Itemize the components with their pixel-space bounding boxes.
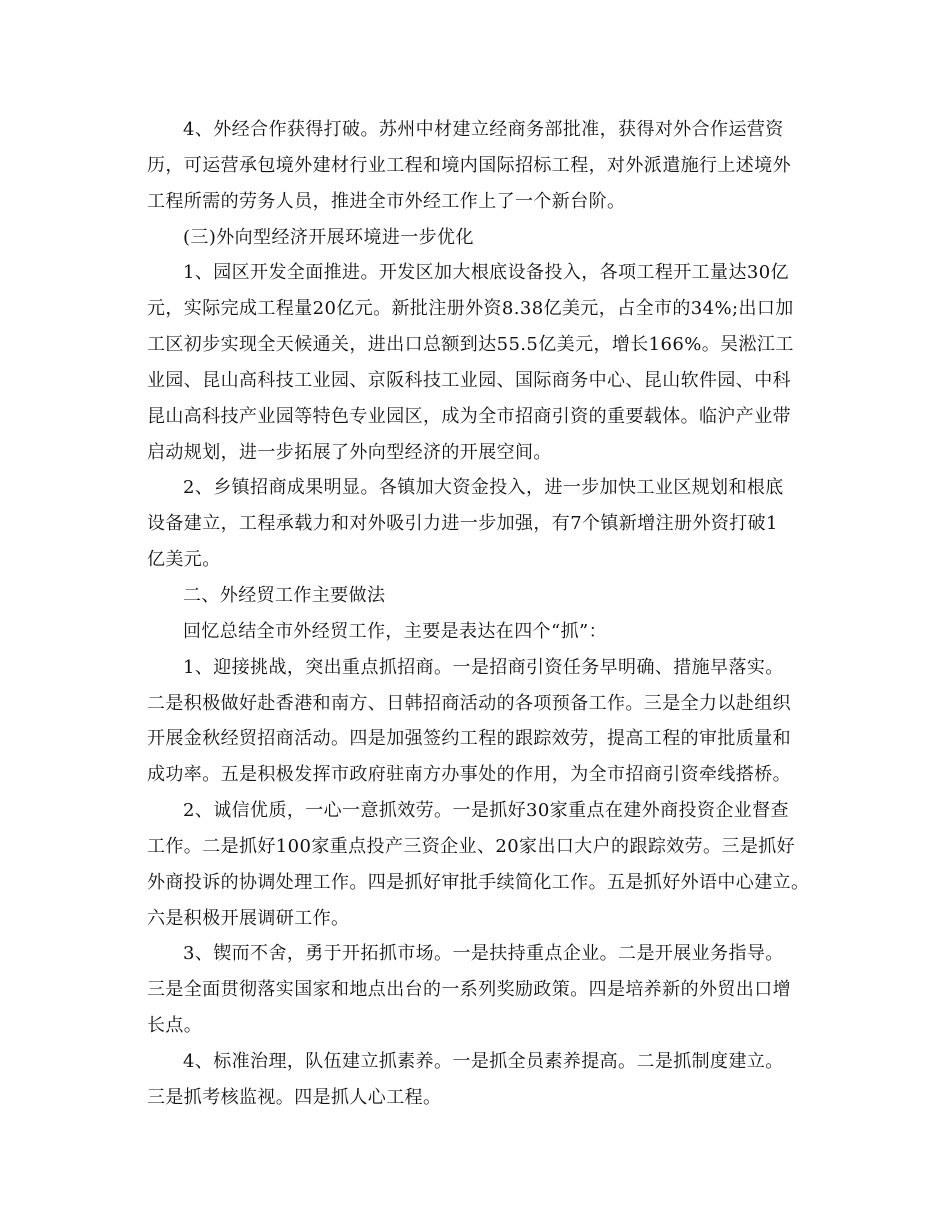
text-line: 3、锲而不舍，勇于开拓抓市场。一是扶持重点企业。二是开展业务指导。 bbox=[183, 943, 784, 965]
text-line: 长点。 bbox=[147, 1015, 203, 1037]
text-line: 启动规划，进一步拓展了外向型经济的开展空间。 bbox=[147, 441, 552, 463]
paragraph-team-building bbox=[147, 1044, 827, 1116]
text-line: 2、乡镇招商成果明显。各镇加大资金投入，进一步加快工业区规划和根底 bbox=[183, 477, 784, 499]
text-line: 历，可运营承包境外建材行业工程和境内国际招标工程，对外派遣施行上述境外 bbox=[147, 154, 791, 176]
text-line: 外商投诉的协调处理工作。四是抓好审批手续简化工作。五是抓好外语中心建立。 bbox=[147, 871, 810, 893]
paragraph-foreign-cooperation bbox=[147, 112, 827, 220]
text-line: 设备建立，工程承载力和对外吸引力进一步加强，有7个镇新增注册外资打破1 bbox=[147, 513, 778, 535]
text-line: 1、迎接挑战，突出重点抓招商。一是招商引资任务早明确、措施早落实。 bbox=[183, 656, 784, 678]
text-line: 昆山高科技产业园等特色专业园区，成为全市招商引资的重要载体。临沪产业带 bbox=[147, 405, 791, 427]
text-line: 回忆总结全市外经贸工作，主要是表达在四个“抓”： bbox=[183, 620, 608, 642]
text-line: 1、园区开发全面推进。开发区加大根底设备投入，各项工程开工量达30亿 bbox=[183, 262, 789, 284]
heading-line: 二、外经贸工作主要做法 bbox=[183, 584, 386, 606]
text-line: 业园、昆山高科技工业园、京阪科技工业园、国际商务中心、昆山软件园、中科 bbox=[147, 369, 791, 391]
text-line: 工作。二是抓好100家重点投产三资企业、20家出口大户的跟踪效劳。三是抓好 bbox=[147, 835, 796, 857]
text-line: 元，实际完成工程量20亿元。新批注册外资8.38亿美元，占全市的34%;出口加 bbox=[147, 298, 794, 320]
paragraph-summary-intro bbox=[147, 614, 827, 650]
paragraph-park-development bbox=[147, 255, 827, 470]
text-line: 二是积极做好赴香港和南方、日韩招商活动的各项预备工作。三是全力以赴组织 bbox=[147, 692, 791, 714]
paragraph-investment-attraction bbox=[147, 650, 827, 793]
section-heading bbox=[147, 578, 827, 614]
text-line: 成功率。五是积极发挥市政府驻南方办事处的作用，为全市招商引资牵线搭桥。 bbox=[147, 764, 791, 786]
paragraph-market bbox=[147, 936, 827, 1044]
text-line: 亿美元。 bbox=[147, 549, 221, 571]
text-line: 工程所需的劳务人员，推进全市外经工作上了一个新台阶。 bbox=[147, 190, 626, 212]
heading-line: (三)外向型经济开展环境进一步优化 bbox=[183, 226, 474, 248]
text-line: 4、标准治理，队伍建立抓素养。一是抓全员素养提高。二是抓制度建立。 bbox=[183, 1050, 784, 1072]
text-line: 开展金秋经贸招商活动。四是加强签约工程的跟踪效劳，提高工程的审批质量和 bbox=[147, 728, 791, 750]
text-line: 六是积极开展调研工作。 bbox=[147, 907, 350, 929]
text-line: 三是全面贯彻落实国家和地点出台的一系列奖励政策。四是培养新的外贸出口增 bbox=[147, 979, 791, 1001]
text-line: 4、外经合作获得打破。苏州中材建立经商务部批准，获得对外合作运营资 bbox=[183, 119, 784, 140]
paragraph-service bbox=[147, 793, 827, 936]
section-heading bbox=[147, 220, 827, 256]
text-line: 三是抓考核监视。四是抓人心工程。 bbox=[147, 1086, 442, 1108]
document-body bbox=[147, 112, 827, 1116]
paragraph-township-investment bbox=[147, 470, 827, 578]
text-line: 工区初步实现全天候通关，进出口总额到达55.5亿美元，增长166%。吴淞江工 bbox=[147, 334, 794, 356]
text-line: 2、诚信优质，一心一意抓效劳。一是抓好30家重点在建外商投资企业督查 bbox=[183, 800, 789, 822]
